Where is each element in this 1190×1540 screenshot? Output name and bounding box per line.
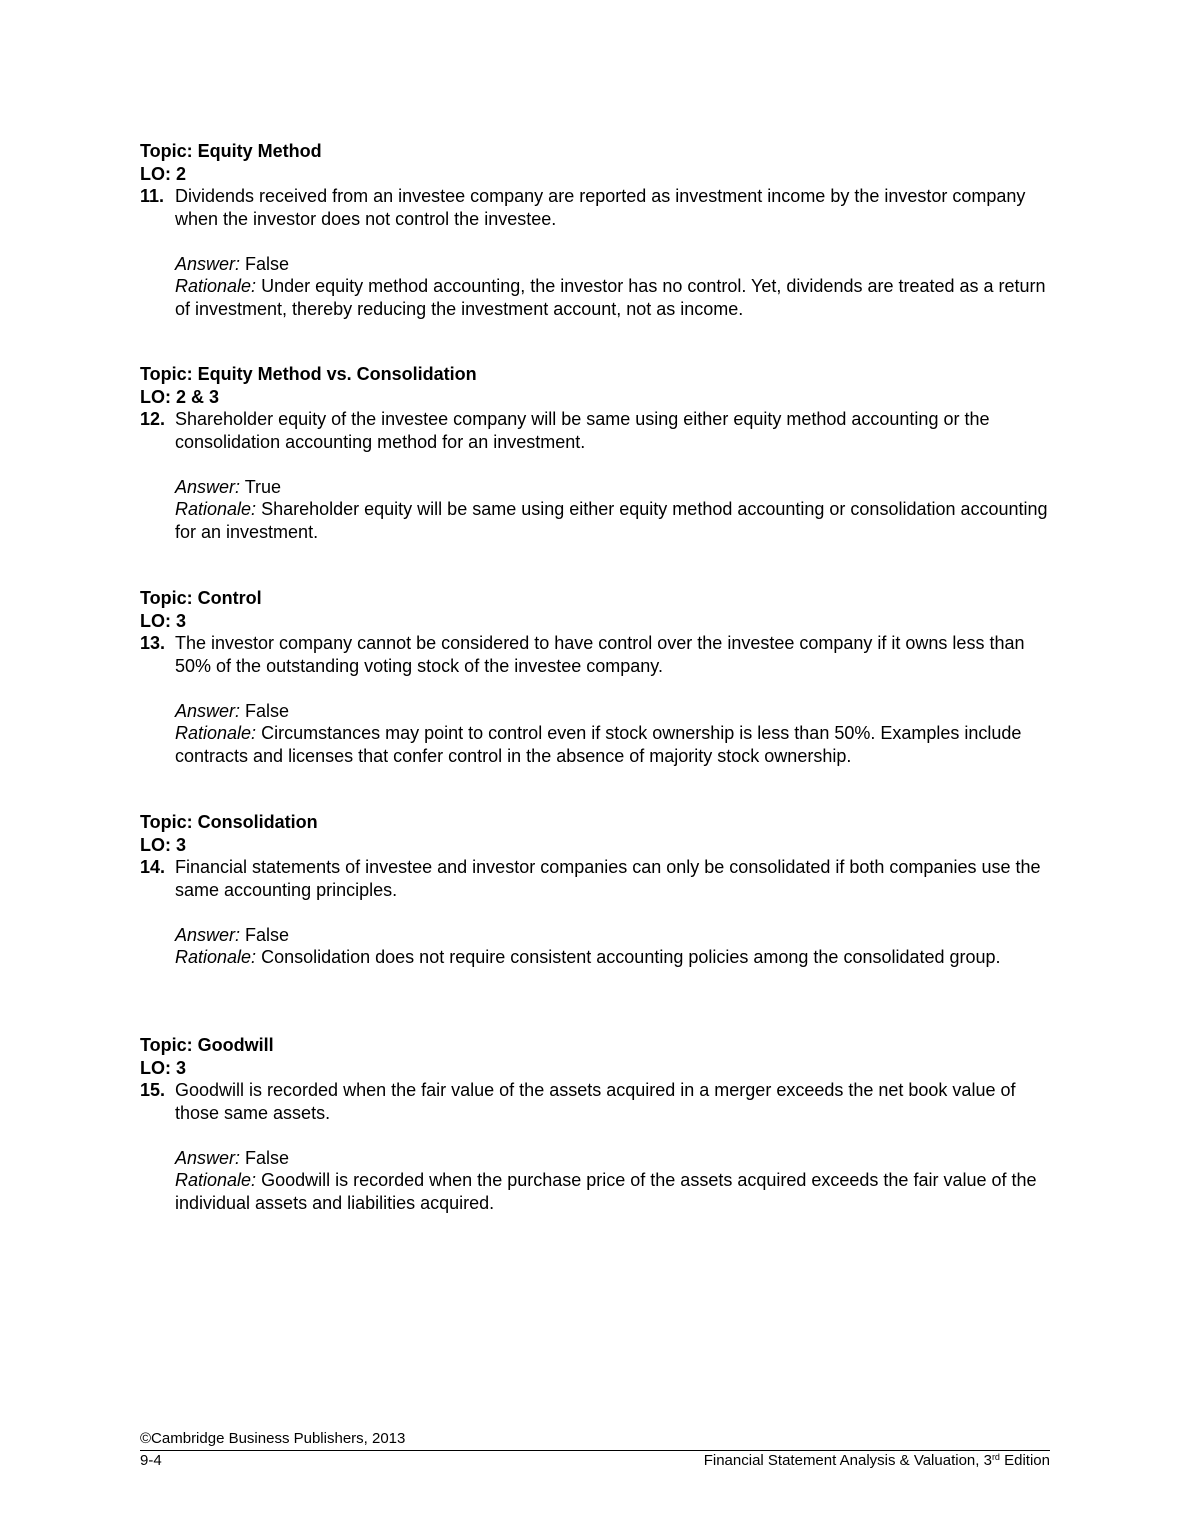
question-text: Goodwill is recorded when the fair value of the assets acquired in a merger exceeds the net book value of those same assets. (175, 1080, 1016, 1123)
answer-value: False (245, 1147, 290, 1168)
rationale-line (175, 498, 1052, 543)
topic-heading: Topic: Goodwill (140, 1035, 274, 1055)
topic-heading: Topic: Control (140, 588, 262, 608)
answer-block (140, 253, 1052, 321)
rationale-line (175, 722, 1052, 767)
question-number: 13. (140, 633, 166, 653)
rationale-label: Rationale: (175, 276, 257, 296)
question (140, 185, 1052, 230)
rationale-line (175, 1169, 1052, 1214)
footer-divider (140, 1450, 1050, 1451)
edition-superscript: rd (991, 1452, 1000, 1462)
question-number: 14. (140, 857, 166, 877)
question (140, 408, 1052, 453)
answer-line (175, 476, 1052, 499)
answer-block (140, 1147, 1052, 1215)
rationale-text: Consolidation does not require consistent accounting policies among the consolidated group. (261, 947, 1001, 967)
rationale-label: Rationale: (175, 947, 257, 967)
rationale-label: Rationale: (175, 1170, 257, 1190)
answer-label: Answer: (175, 1147, 241, 1168)
question-text: Shareholder equity of the investee company will be same using either equity method accounting or the consolidation accounting method for an investment. (175, 409, 990, 452)
question-block (140, 811, 1052, 969)
answer-value: False (245, 253, 290, 274)
rationale-text: Shareholder equity will be same using either equity method accounting or consolidation accounting for an investment. (175, 499, 1048, 542)
question (140, 632, 1052, 677)
rationale-label: Rationale: (175, 499, 257, 519)
question-block (140, 587, 1052, 767)
topic-heading: Topic: Equity Method vs. Consolidation (140, 364, 477, 384)
learning-objective: LO: 3 (140, 610, 187, 631)
rationale-label: Rationale: (175, 723, 257, 743)
learning-objective: LO: 2 & 3 (140, 386, 220, 407)
answer-label: Answer: (175, 476, 241, 497)
answer-block (140, 924, 1052, 969)
book-title-text: Financial Statement Analysis & Valuation, 3 (703, 1452, 992, 1469)
question-block (140, 140, 1052, 320)
answer-value: False (245, 924, 290, 945)
topic-heading: Topic: Equity Method (140, 141, 322, 161)
answer-value: False (245, 700, 290, 721)
question-text: The investor company cannot be considered to have control over the investee company if it owns less than 50% of the outstanding voting stock of the investee company. (175, 633, 1025, 676)
question-number: 15. (140, 1080, 166, 1100)
rationale-line (175, 275, 1052, 320)
answer-line (175, 253, 1052, 276)
topic-heading: Topic: Consolidation (140, 812, 318, 832)
answer-line (175, 700, 1052, 723)
learning-objective: LO: 2 (140, 163, 187, 184)
question-block (140, 1034, 1052, 1214)
rationale-text: Under equity method accounting, the investor has no control. Yet, dividends are treated as a return of investment, thereby reducing the investment account, not as income. (175, 276, 1046, 319)
rationale-line (175, 946, 1052, 969)
question-number: 12. (140, 409, 166, 429)
answer-line (175, 1147, 1052, 1170)
answer-value: True (244, 476, 282, 497)
footer-book-title (704, 1452, 1050, 1470)
rationale-text: Goodwill is recorded when the purchase price of the assets acquired exceeds the fair value of the individual assets and liabilities acquired. (175, 1170, 1037, 1213)
answer-block (140, 476, 1052, 544)
question (140, 1079, 1052, 1124)
question-block (140, 363, 1052, 543)
rationale-text: Circumstances may point to control even if stock ownership is less than 50%. Examples include contracts and licenses that confer control in the absence of majority stock ownership. (175, 723, 1022, 766)
learning-objective: LO: 3 (140, 1057, 187, 1078)
question-number: 11. (140, 186, 165, 206)
answer-label: Answer: (175, 253, 241, 274)
learning-objective: LO: 3 (140, 834, 187, 855)
question-text: Dividends received from an investee company are reported as investment income by the investor company when the investor does not control the investee. (175, 186, 1026, 229)
answer-label: Answer: (175, 700, 241, 721)
answer-line (175, 924, 1052, 947)
edition-word: Edition (999, 1452, 1050, 1469)
footer-page-number: 9-4 (140, 1452, 162, 1469)
footer-copyright: ©Cambridge Business Publishers, 2013 (140, 1430, 406, 1447)
question-text: Financial statements of investee and investor companies can only be consolidated if both companies use the same accounting principles. (175, 857, 1041, 900)
question (140, 856, 1052, 901)
answer-label: Answer: (175, 924, 241, 945)
answer-block (140, 700, 1052, 768)
